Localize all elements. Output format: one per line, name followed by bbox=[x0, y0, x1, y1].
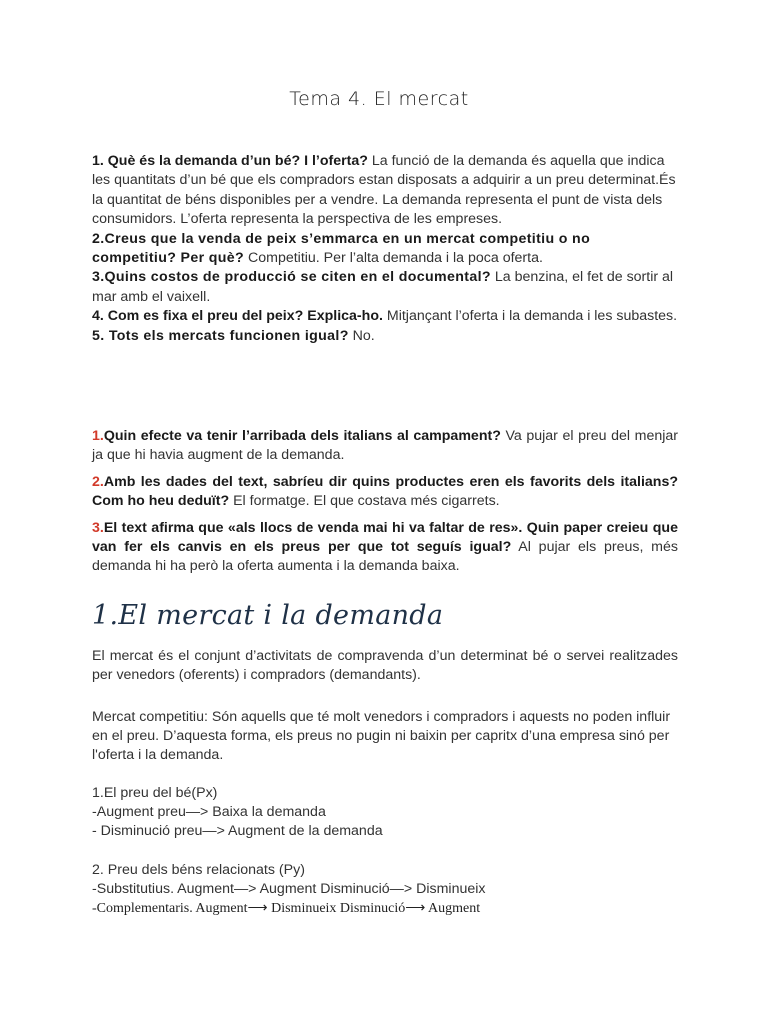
section-heading: 1.El mercat i la demanda bbox=[92, 600, 444, 631]
question-text: Quin efecte va tenir l’arribada dels italians al campament? bbox=[103, 428, 501, 444]
questions-section-b bbox=[92, 427, 678, 577]
qa-item bbox=[92, 427, 678, 466]
intro-paragraph: El mercat és el conjunt d’activitats de compravenda d’un determinat bé o servei realitzades per venedors (oferents) i compradors (demandants). bbox=[92, 648, 678, 683]
list-item: -Substitutius. Augment—> Augment Disminució—> Disminueix bbox=[92, 881, 486, 897]
list-title: 2. Preu dels béns relacionats (Py) bbox=[92, 862, 305, 878]
competitive-market-paragraph: Mercat competitiu: Són aquells que té molt venedors i compradors i aquests no poden influir en el preu. D’aquesta forma, els preus no pugin ni baixin per capritx d’una empresa sinó per l'oferta i la demanda. bbox=[92, 709, 671, 763]
list-title: 1.El preu del bé(Px) bbox=[92, 785, 218, 801]
question-number: 3. bbox=[92, 519, 104, 536]
answer-text: La benzina, el fet de sortir al mar amb el vaixell. bbox=[92, 269, 674, 305]
question-number: 1. bbox=[92, 428, 104, 444]
qa-item bbox=[92, 307, 678, 326]
list-item: -Complementaris. Augment⟶ Disminueix Disminució⟶ Augment bbox=[92, 901, 481, 916]
answer-text: La funció de la demanda és aquella que indica les quantitats d’un bé que els compradors estan disposats a adquirir a un preu determinat.És la quantitat de béns disponibles per a vendre. La demanda representa el punt de vista dels consumidors. L’oferta representa la perspectiva de les empreses. bbox=[92, 153, 676, 228]
page-title: Tema 4. El mercat bbox=[289, 88, 469, 110]
answer-text: Va pujar el preu del menjar ja que hi havia augment de la demanda. bbox=[92, 428, 678, 464]
qa-item bbox=[92, 519, 678, 577]
qa-item bbox=[92, 327, 678, 346]
qa-item bbox=[92, 152, 678, 230]
question-text: Amb les dades del text, sabríeu dir quins productes eren els favorits dels italians? Com ho heu deduït? bbox=[92, 473, 678, 510]
answer-text: Competitiu. Per l’alta demanda i la poca oferta. bbox=[244, 250, 543, 267]
answer-text: Mitjançant l’oferta i la demanda i les subastes. bbox=[382, 308, 678, 325]
question-text: 2.Creus que la venda de peix s’emmarca en un mercat competitiu o no competitiu? Per què? bbox=[92, 230, 591, 267]
question-text: 1. Què és la demanda d’un bé? I l’oferta? bbox=[92, 153, 368, 169]
list-item: - Disminució preu—> Augment de la demanda bbox=[92, 823, 383, 839]
related-goods-list bbox=[92, 861, 678, 918]
question-text: El text afirma que «als llocs de venda mai hi va faltar de res». Quin paper creieu que van fer els canvis en els preus per que tot seguís igual? bbox=[92, 519, 678, 556]
question-text: 3.Quins costos de producció se citen en el documental? bbox=[92, 269, 491, 286]
qa-item bbox=[92, 268, 678, 307]
question-number: 2. bbox=[92, 473, 104, 490]
price-list bbox=[92, 784, 678, 841]
answer-text: No. bbox=[348, 327, 375, 344]
list-item: -Augment preu—> Baixa la demanda bbox=[92, 804, 326, 820]
qa-item bbox=[92, 473, 678, 512]
questions-section-a bbox=[92, 152, 678, 346]
answer-text: El formatge. El que costava més cigarrets. bbox=[229, 493, 500, 510]
question-text: 5. Tots els mercats funcionen igual? bbox=[92, 327, 349, 344]
answer-text: Al pujar els preus, més demanda hi ha però la oferta aumenta i la demanda baixa. bbox=[92, 539, 678, 575]
qa-item bbox=[92, 230, 678, 269]
question-text: 4. Com es fixa el preu del peix? Explica-ho. bbox=[92, 308, 383, 325]
